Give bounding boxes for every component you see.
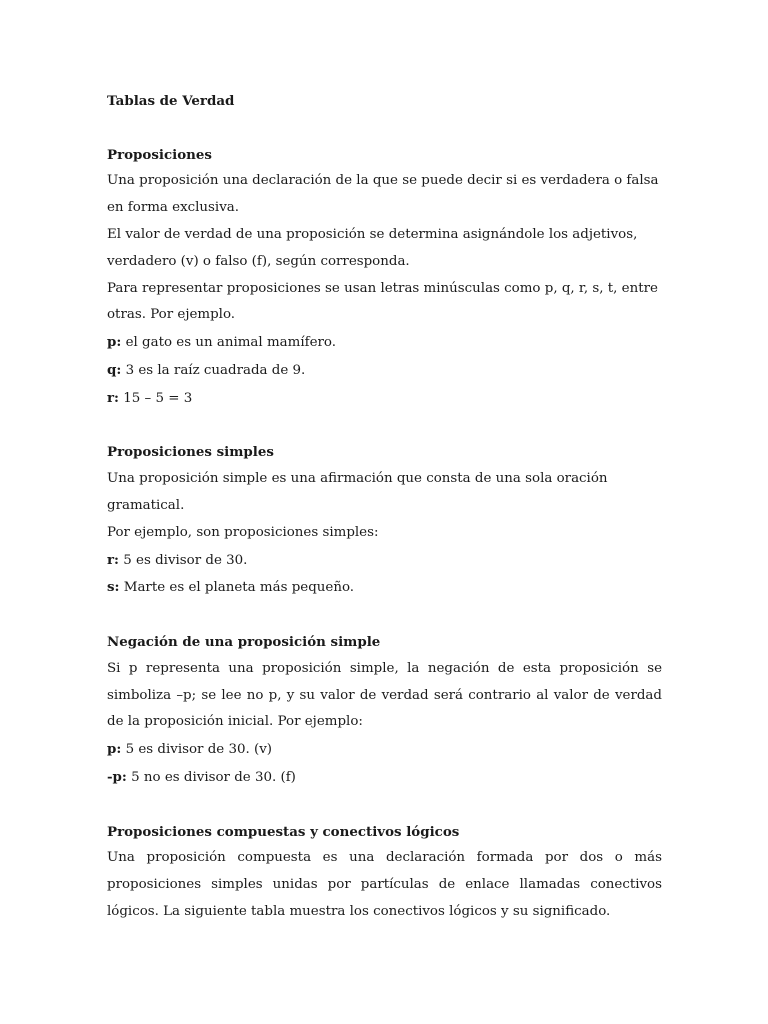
paragraph: Si p representa una proposición simple, la negación de esta proposición se simboliza –p; se lee no p, y su valor de verdad será contrario al valor de verdad de la proposición inicial. Por ejemplo: bbox=[107, 660, 662, 730]
paragraph: Una proposición simple es una afirmación que consta de una sola oración gramatical. bbox=[107, 471, 608, 513]
example-line bbox=[107, 357, 662, 385]
example-text: 15 – 5 = 3 bbox=[119, 390, 193, 406]
example-label: p: bbox=[107, 334, 122, 351]
blank-line bbox=[107, 413, 662, 440]
paragraph: Por ejemplo, son proposiciones simples: bbox=[107, 524, 379, 540]
example-label: q: bbox=[107, 361, 122, 378]
example-text: Marte es el planeta más pequeño. bbox=[119, 580, 355, 596]
example-line bbox=[107, 329, 662, 357]
example-text: 5 es divisor de 30. (v) bbox=[121, 742, 273, 758]
example-line bbox=[107, 547, 662, 575]
blank-line bbox=[107, 792, 662, 819]
section-heading-negacion: Negación de una proposición simple bbox=[107, 633, 381, 650]
example-text: 5 es divisor de 30. bbox=[119, 552, 248, 568]
paragraph: Para representar proposiciones se usan letras minúsculas como p, q, r, s, t, entre otras. Por ejemplo. bbox=[107, 280, 658, 323]
example-text: 3 es la raíz cuadrada de 9. bbox=[121, 362, 306, 378]
example-label: r: bbox=[107, 551, 119, 568]
example-line bbox=[107, 574, 662, 602]
example-label: r: bbox=[107, 389, 119, 406]
paragraph: Una proposición compuesta es una declaración formada por dos o más proposiciones simples unidas por partículas de enlace llamadas conectivos lógicos. La siguiente tabla muestra los conectivos lógicos y su significado. bbox=[107, 850, 662, 919]
document-title: Tablas de Verdad bbox=[107, 93, 235, 109]
example-line bbox=[107, 385, 662, 413]
example-text: 5 no es divisor de 30. (f) bbox=[126, 769, 296, 785]
blank-line bbox=[107, 115, 662, 142]
paragraph: Una proposición una declaración de la que se puede decir si es verdadera o falsa en forma exclusiva. bbox=[107, 173, 659, 216]
section-heading-simples: Proposiciones simples bbox=[107, 444, 274, 461]
paragraph: El valor de verdad de una proposición se determina asignándole los adjetivos, verdadero (v) o falso (f), según corresponda. bbox=[107, 226, 638, 269]
section-heading-proposiciones: Proposiciones bbox=[107, 146, 212, 163]
example-label: -p: bbox=[107, 768, 127, 785]
section-heading-compuestas: Proposiciones compuestas y conectivos lógicos bbox=[107, 823, 460, 840]
document-body bbox=[107, 88, 662, 926]
example-line bbox=[107, 764, 662, 792]
example-label: p: bbox=[107, 741, 122, 758]
example-label: s: bbox=[107, 579, 120, 596]
example-text: el gato es un animal mamífero. bbox=[121, 335, 336, 351]
blank-line bbox=[107, 602, 662, 629]
example-line bbox=[107, 736, 662, 764]
